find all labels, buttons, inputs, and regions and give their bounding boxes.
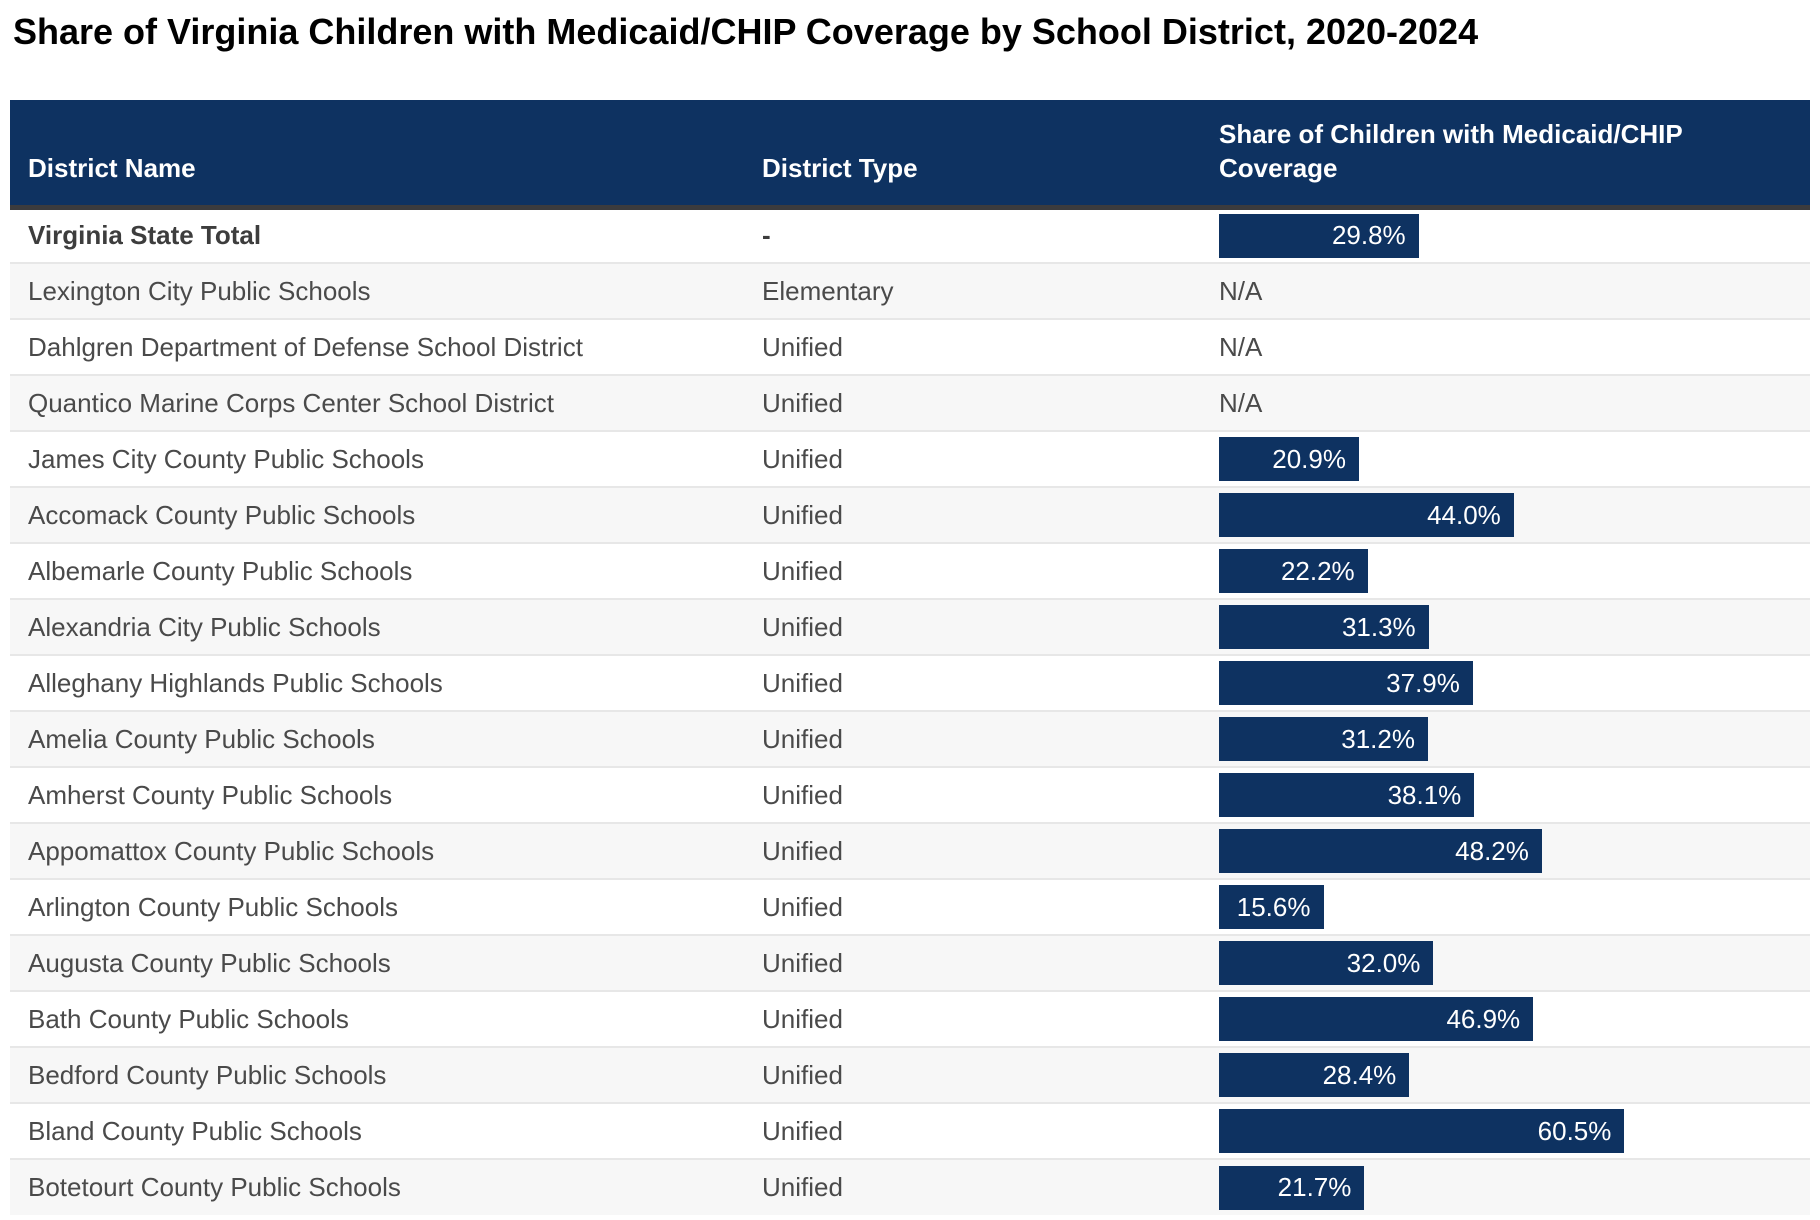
district-name-cell: Appomattox County Public Schools xyxy=(10,823,762,879)
district-name-cell: Amherst County Public Schools xyxy=(10,767,762,823)
district-type-cell: Unified xyxy=(762,487,1219,543)
district-name-cell: Arlington County Public Schools xyxy=(10,879,762,935)
coverage-bar xyxy=(1219,549,1368,593)
table-header xyxy=(10,100,1810,207)
coverage-share-cell xyxy=(1219,207,1810,263)
coverage-share-cell xyxy=(1219,655,1810,711)
na-value: N/A xyxy=(1219,387,1263,418)
district-type-cell: Unified xyxy=(762,431,1219,487)
coverage-share-cell xyxy=(1219,319,1810,375)
district-type-cell: Unified xyxy=(762,767,1219,823)
table-row xyxy=(10,879,1810,935)
coverage-share-cell xyxy=(1219,599,1810,655)
coverage-bar xyxy=(1219,717,1428,761)
table-body xyxy=(10,207,1810,1215)
coverage-share-cell xyxy=(1219,1159,1810,1215)
district-type-cell: Unified xyxy=(762,375,1219,431)
column-header-district-name: District Name xyxy=(10,100,762,207)
table-row xyxy=(10,375,1810,431)
coverage-bar xyxy=(1219,214,1419,258)
coverage-bar-label: 20.9% xyxy=(1272,443,1346,474)
coverage-bar-label: 28.4% xyxy=(1322,1059,1397,1090)
coverage-share-cell xyxy=(1219,1047,1810,1103)
district-type-cell: Unified xyxy=(762,1159,1219,1215)
page-title: Share of Virginia Children with Medicaid/CHIP Coverage by School District, 2020-2024 xyxy=(13,11,1479,52)
coverage-bar xyxy=(1219,829,1542,873)
coverage-bar xyxy=(1219,493,1514,537)
table-header-row xyxy=(10,100,1810,207)
table-row xyxy=(10,543,1810,599)
district-name-cell: Bedford County Public Schools xyxy=(10,1047,762,1103)
coverage-bar xyxy=(1219,997,1533,1041)
column-header-coverage-share: Share of Children with Medicaid/CHIP Coverage xyxy=(1219,100,1810,207)
coverage-bar-label: 37.9% xyxy=(1386,667,1460,698)
coverage-share-cell xyxy=(1219,823,1810,879)
table-row xyxy=(10,1103,1810,1159)
coverage-bar xyxy=(1219,1109,1624,1153)
coverage-bar-label: 31.2% xyxy=(1341,723,1415,754)
table-row xyxy=(10,1047,1810,1103)
coverage-share-cell xyxy=(1219,375,1810,431)
coverage-table xyxy=(10,100,1810,1215)
district-name-cell: Lexington City Public Schools xyxy=(10,263,762,319)
coverage-bar xyxy=(1219,1053,1409,1097)
coverage-bar xyxy=(1219,437,1359,481)
district-type-cell: Unified xyxy=(762,935,1219,991)
coverage-share-cell xyxy=(1219,767,1810,823)
coverage-bar-label: 22.2% xyxy=(1280,555,1355,586)
table-row xyxy=(10,711,1810,767)
district-type-cell: Unified xyxy=(762,655,1219,711)
district-type-cell: Unified xyxy=(762,991,1219,1047)
coverage-bar-label: 21.7% xyxy=(1277,1172,1352,1202)
coverage-share-cell xyxy=(1219,711,1810,767)
district-name-cell: Amelia County Public Schools xyxy=(10,711,762,767)
coverage-bar-label: 15.6% xyxy=(1236,891,1311,922)
coverage-bar-label: 29.8% xyxy=(1331,220,1406,251)
coverage-bar-label: 44.0% xyxy=(1427,499,1501,530)
district-name-cell: Bath County Public Schools xyxy=(10,991,762,1047)
district-type-cell: Unified xyxy=(762,1047,1219,1103)
district-name-cell: Alleghany Highlands Public Schools xyxy=(10,655,762,711)
district-name-cell: Quantico Marine Corps Center School District xyxy=(10,375,762,431)
table-row xyxy=(10,1159,1810,1215)
table-row xyxy=(10,319,1810,375)
table-row xyxy=(10,487,1810,543)
coverage-share-cell xyxy=(1219,263,1810,319)
district-type-cell: - xyxy=(762,220,771,251)
coverage-share-cell xyxy=(1219,543,1810,599)
district-type-cell: Unified xyxy=(762,599,1219,655)
coverage-bar-label: 46.9% xyxy=(1446,1003,1521,1034)
na-value: N/A xyxy=(1219,275,1263,306)
na-value: N/A xyxy=(1219,331,1263,362)
coverage-share-cell xyxy=(1219,431,1810,487)
district-type-cell: Unified xyxy=(762,879,1219,935)
coverage-bar xyxy=(1219,773,1474,817)
column-header-district-type: District Type xyxy=(762,100,1219,207)
table-row xyxy=(10,599,1810,655)
district-name-cell: Virginia State Total xyxy=(28,220,262,251)
coverage-share-cell xyxy=(1219,1103,1810,1159)
coverage-bar-label: 31.3% xyxy=(1341,611,1416,642)
district-type-cell: Unified xyxy=(762,319,1219,375)
district-name-cell: Botetourt County Public Schools xyxy=(10,1159,762,1215)
coverage-share-cell xyxy=(1219,991,1810,1047)
district-name-cell: Albemarle County Public Schools xyxy=(10,543,762,599)
coverage-bar-label: 48.2% xyxy=(1455,835,1529,866)
district-type-cell: Unified xyxy=(762,1103,1219,1159)
coverage-bar-label: 38.1% xyxy=(1387,779,1462,810)
coverage-bar xyxy=(1219,661,1473,705)
district-type-cell: Elementary xyxy=(762,263,1219,319)
table-row xyxy=(10,823,1810,879)
district-type-cell: Unified xyxy=(762,711,1219,767)
coverage-share-cell xyxy=(1219,487,1810,543)
coverage-share-cell xyxy=(1219,935,1810,991)
table-row xyxy=(10,767,1810,823)
table-row xyxy=(10,263,1810,319)
district-name-cell: Augusta County Public Schools xyxy=(10,935,762,991)
coverage-bar-label: 60.5% xyxy=(1537,1115,1612,1146)
district-type-cell: Unified xyxy=(762,543,1219,599)
district-name-cell: Accomack County Public Schools xyxy=(10,487,762,543)
district-name-cell: Dahlgren Department of Defense School District xyxy=(10,319,762,375)
district-name-cell: Alexandria City Public Schools xyxy=(10,599,762,655)
coverage-bar-label: 32.0% xyxy=(1346,947,1421,978)
table-row xyxy=(10,655,1810,711)
coverage-bar xyxy=(1219,885,1324,929)
district-name-cell: Bland County Public Schools xyxy=(10,1103,762,1159)
coverage-share-cell xyxy=(1219,879,1810,935)
coverage-bar xyxy=(1219,941,1433,985)
table-row xyxy=(10,935,1810,991)
district-name-cell: James City County Public Schools xyxy=(10,431,762,487)
coverage-bar xyxy=(1219,605,1429,649)
district-type-cell: Unified xyxy=(762,823,1219,879)
table-row xyxy=(10,431,1810,487)
table-row xyxy=(10,991,1810,1047)
table-row xyxy=(10,207,1810,263)
coverage-bar xyxy=(1219,1166,1364,1210)
